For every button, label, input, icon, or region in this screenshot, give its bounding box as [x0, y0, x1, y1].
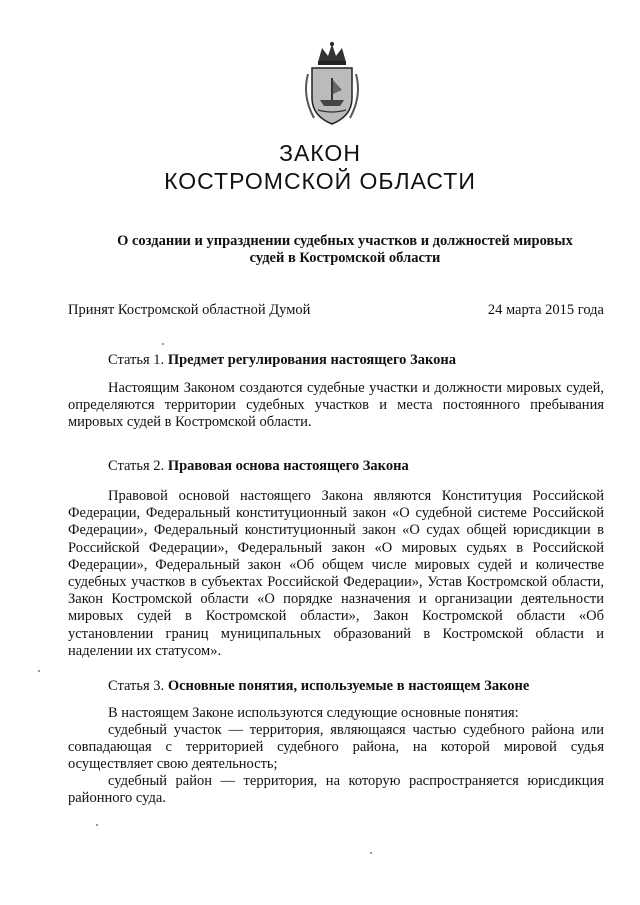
article-2-heading	[108, 458, 409, 475]
article-2-title: Правовая основа настоящего Закона	[167, 458, 409, 474]
scan-speck	[162, 343, 164, 345]
definition-item: судебный район — территория, на которую распространяется юрисдикция районного суда.	[68, 773, 604, 807]
document-title-line2: КОСТРОМСКОЙ ОБЛАСТИ	[164, 168, 476, 194]
coat-of-arms-icon	[296, 40, 368, 130]
adopted-by: Принят Костромской областной Думой	[68, 302, 311, 318]
scan-speck	[38, 670, 40, 672]
scan-speck	[370, 852, 372, 854]
article-3-label: Статья 3.	[108, 678, 165, 694]
definition-item: судебный участок — территория, являющаяся частью судебного района или совпадающая с территорией судебного района, на которой мировой судья осуществляет свою деятельность;	[68, 722, 604, 773]
article-2-text: Правовой основой настоящего Закона являются Конституция Российской Федерации, Федеральный конституционный закон «О судебной системе Российской Федерации», Федеральный конституционный закон «О судах общей юрисдикции в Российской Федерации», Федеральный закон «О мировых судьях в Российской Федерации», Федеральный закон «Об общем числе мировых судей и количестве судебных участков в субъектах Российской Федерации», Устав Костромской области, Закон Костромской области «О порядке назначения и организации деятельности мировых судей в Костромской области», Закон Костромской области «Об установлении границ муниципальных образований в Костромской области и наделении их статусом».	[68, 488, 604, 659]
scan-speck	[96, 824, 98, 826]
article-1-heading	[108, 352, 456, 369]
article-3-intro: В настоящем Законе используются следующие основные понятия:	[108, 705, 519, 721]
article-2-label: Статья 2.	[108, 458, 165, 474]
article-1-title: Предмет регулирования настоящего Закона	[167, 352, 456, 368]
document-title-line1: ЗАКОН	[279, 140, 361, 166]
article-3-heading	[108, 678, 529, 695]
article-1-label: Статья 1.	[108, 352, 165, 368]
document-subtitle: О создании и упразднении судебных участков и должностей мировых судей в Костромской области	[117, 233, 573, 266]
article-3-title: Основные понятия, используемые в настоящем Законе	[167, 678, 530, 694]
adoption-date: 24 марта 2015 года	[487, 302, 604, 318]
article-1-text: Настоящим Законом создаются судебные участки и должности мировых судей, определяются территории судебных участков и места постоянного пребывания мировых судей в Костромской области.	[68, 380, 604, 431]
